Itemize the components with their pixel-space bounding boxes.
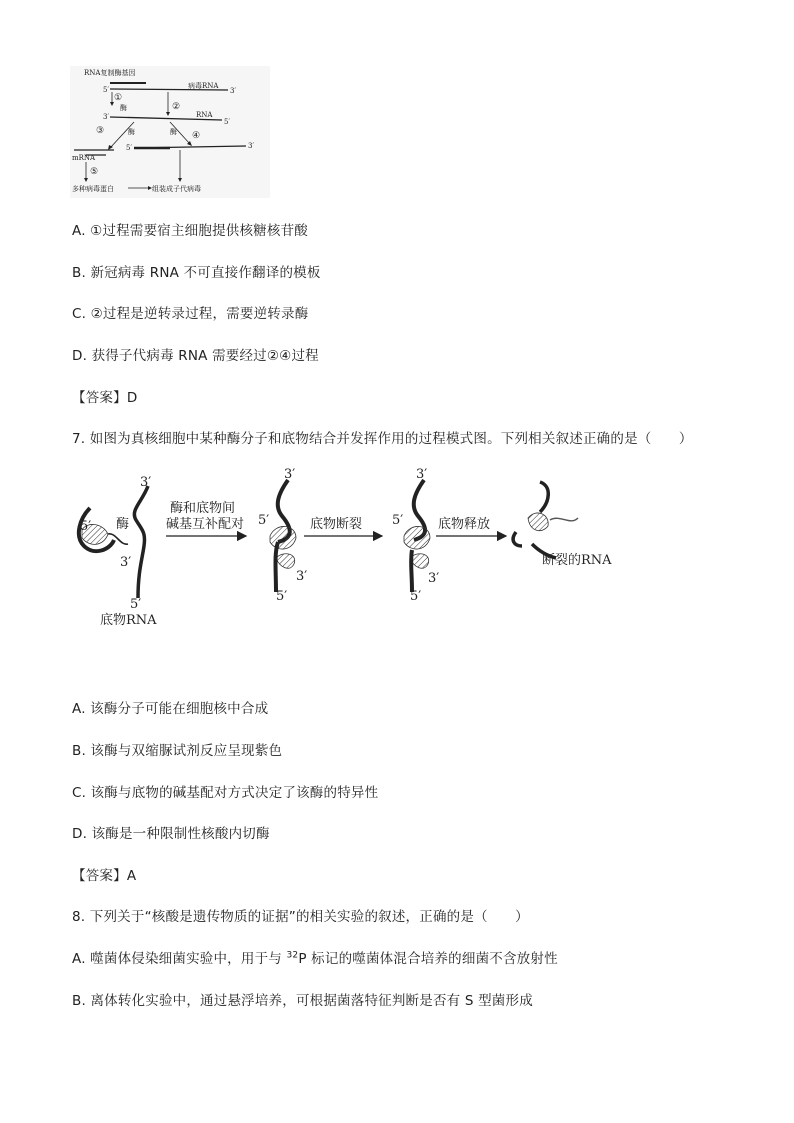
broken-rna-label: 断裂的RNA [542,553,612,568]
rna-label: RNA [196,111,213,119]
enzyme-label-1: 酶 [120,104,127,112]
q8-stem: 8. 下列关于“核酸是遗传物质的证据”的相关实验的叙述，正确的是（ ） [72,909,529,925]
q8-option-a-pre: A. 噬菌体侵染细菌实验中，用于与 [72,951,287,967]
enzyme-label-2: 酶 [128,128,135,136]
substrate-rna-strand [134,486,148,598]
mrna-label: mRNA [72,154,96,162]
s3-three-top: 3′ [416,467,428,482]
step2-label: 底物断裂 [310,517,363,532]
q7-answer [72,864,136,884]
enzyme-label: 酶 [116,517,130,532]
step-4-label: ④ [192,131,201,141]
s1-three-enzyme: 3′ [120,555,132,570]
isotope-superscript: 32 [286,950,299,961]
five-prime-1: 5′ [103,86,110,94]
q7-stem: 7. 如图为真核细胞中某种酶分子和底物结合并发挥作用的过程模式图。下列相关叙述正确的是（ ） [72,431,693,447]
s1-five-bottom: 5′ [130,597,142,612]
five-prime-3: 5′ [126,144,133,152]
q8-option-a [72,947,558,967]
step-3-label: ③ [96,126,105,136]
virus-rna-label: 病毒RNA [188,82,219,90]
virus-replication-diagram [70,66,270,198]
q6-option-b: B. 新冠病毒 RNA 不可直接作翻译的模板 [72,265,321,281]
step3-label: 底物释放 [438,517,491,532]
answer-label: 【答案】 [72,868,127,884]
enzyme-substrate-diagram [70,462,650,632]
step-2-label: ② [172,102,181,112]
step1-label-line2: 碱基互补配对 [166,517,245,532]
q7-option-b: B. 该酶与双缩脲试剂反应呈现紫色 [72,743,283,759]
step-5-label: ⑤ [90,167,99,177]
answer-value: A [126,868,137,884]
s2-five-enzyme: 5′ [258,513,270,528]
q7-option-c: C. 该酶与底物的碱基配对方式决定了该酶的特异性 [72,785,379,801]
q6-option-d: D. 获得子代病毒 RNA 需要经过②④过程 [72,348,319,364]
step-1-label: ① [114,93,123,103]
q6-option-a: A. ①过程需要宿主细胞提供核糖核苷酸 [72,223,308,239]
proteins-label: 多种病毒蛋白 [72,185,114,193]
q7-option-a: A. 该酶分子可能在细胞核中合成 [72,701,269,717]
answer-label: 【答案】 [72,390,127,406]
stage-4-release [513,482,578,558]
stage-3-cleavage [404,480,430,592]
q8-option-a-post: P 标记的噬菌体混合培养的细菌不含放射性 [298,951,558,967]
s3-five-enzyme: 5′ [392,513,404,528]
q8-option-b: B. 离体转化实验中，通过悬浮培养，可根据菌落特征判断是否有 S 型菌形成 [72,993,533,1009]
s3-three-enzyme: 3′ [428,571,440,586]
s1-five-enzyme: 5′ [80,519,92,534]
answer-value: D [126,390,138,406]
q6-option-c: C. ②过程是逆转录过程，需要逆转录酶 [72,306,309,322]
s2-five-bottom: 5′ [276,589,288,604]
assemble-label: 组装成子代病毒 [152,185,201,193]
s3-five-bottom: 5′ [410,589,422,604]
three-prime-1: 3′ [230,87,237,95]
s2-three-top: 3′ [284,467,296,482]
five-prime-2: 5′ [224,118,231,126]
q6-answer [72,386,137,406]
q7-option-d: D. 该酶是一种限制性核酸内切酶 [72,826,270,842]
three-prime-3: 3′ [248,142,255,150]
s2-three-enzyme: 3′ [296,569,308,584]
s1-three-top: 3′ [140,475,152,490]
enzyme-label-3: 酶 [170,128,177,136]
substrate-label: 底物RNA [100,613,157,628]
gene-label: RNA复制酶基因 [84,69,136,77]
stage-2-pairing [270,480,296,592]
step1-label-line1: 酶和底物间 [170,501,236,516]
three-prime-2: 3′ [103,113,110,121]
